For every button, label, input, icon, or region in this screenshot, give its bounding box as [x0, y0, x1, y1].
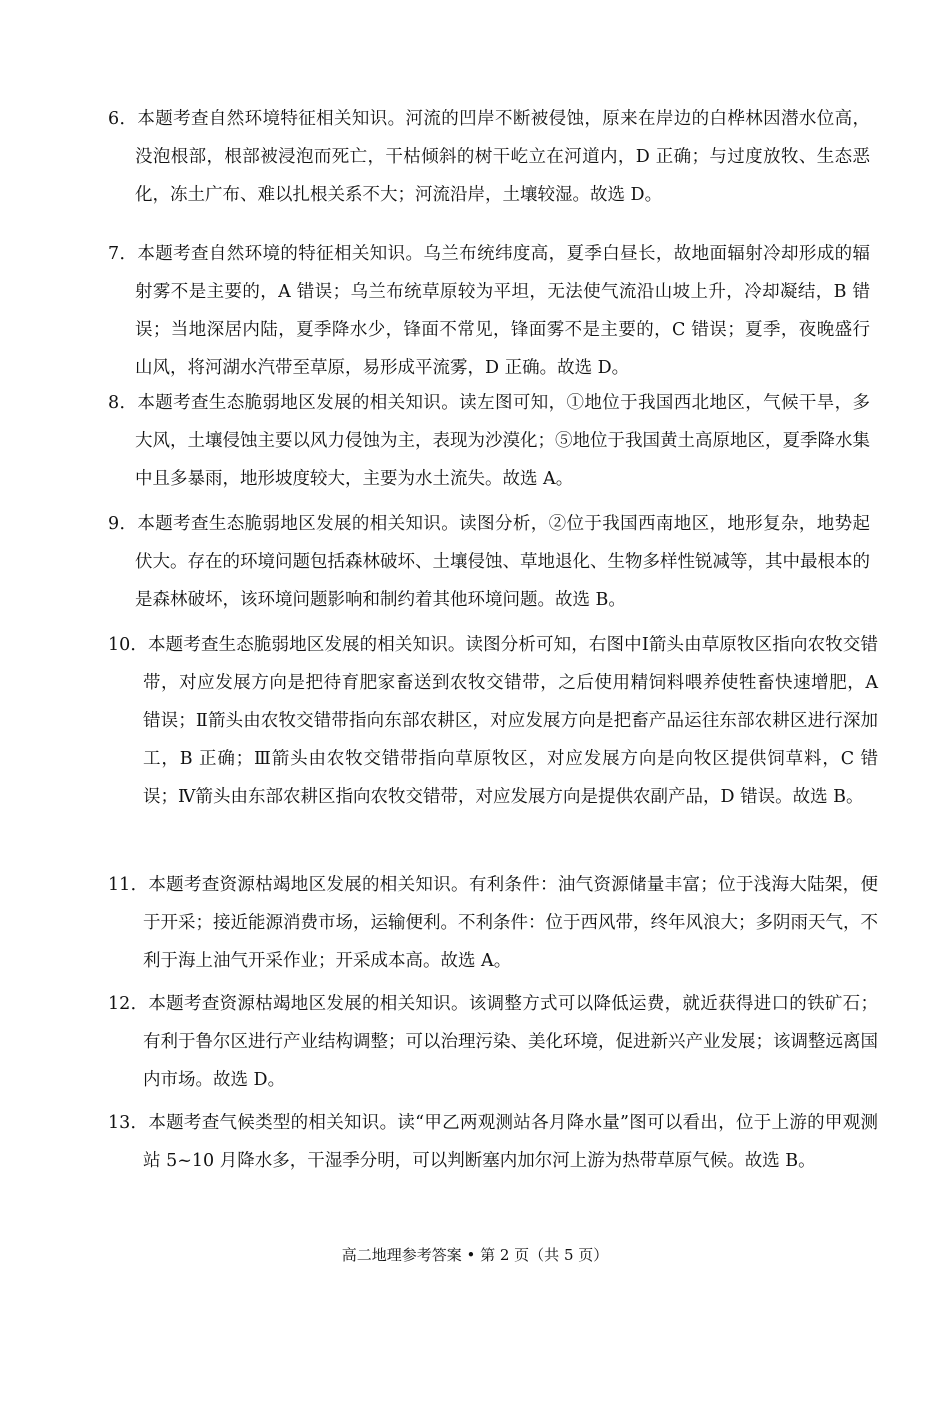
answer-text: 本题考查生态脆弱地区发展的相关知识。读图分析，②位于我国西南地区，地形复杂，地势起伏大。存在的环境问题包括森林破坏、土壤侵蚀、草地退化、生物多样性锐减等，其中最根本的是森林破坏，该环境问题影响和制约着其他环境问题。故选 B。 [135, 514, 870, 610]
answer-text: 本题考查自然环境的特征相关知识。乌兰布统纬度高，夏季白昼长，故地面辐射冷却形成的辐射雾不是主要的，A 错误；乌兰布统草原较为平坦，无法使气流沿山坡上升，冷却凝结，B 错误；当地深居内陆，夏季降水少，锋面不常见，锋面雾不是主要的，C 错误；夏季，夜晚盛行山风，将河湖水汽带至草原，易形成平流雾，D 正确。故选 D。 [135, 244, 870, 378]
answer-number: 13． [108, 1113, 149, 1133]
answer-item-8 [108, 384, 870, 498]
answer-item-13 [108, 1104, 878, 1180]
answer-number: 7． [108, 244, 138, 264]
answer-item-10 [108, 626, 878, 816]
answer-text: 本题考查气候类型的相关知识。读“甲乙两观测站各月降水量”图可以看出，位于上游的甲观测站 5~10 月降水多，干湿季分明，可以判断塞内加尔河上游为热带草原气候。故选 B。 [143, 1113, 878, 1171]
answer-item-11 [108, 866, 878, 980]
answer-item-9 [108, 505, 870, 619]
answer-number: 6． [108, 109, 138, 129]
answer-text: 本题考查自然环境特征相关知识。河流的凹岸不断被侵蚀，原来在岸边的白桦林因潜水位高，没泡根部，根部被浸泡而死亡，干枯倾斜的树干屹立在河道内，D 正确；与过度放牧、生态恶化，冻土广布、难以扎根关系不大；河流沿岸，土壤较湿。故选 D。 [135, 109, 870, 205]
page-footer: 高二地理参考答案 • 第 2 页（共 5 页） [341, 1246, 609, 1264]
answer-text: 本题考查生态脆弱地区发展的相关知识。读左图可知，①地位于我国西北地区，气候干旱，多大风，土壤侵蚀主要以风力侵蚀为主，表现为沙漠化；⑤地位于我国黄土高原地区，夏季降水集中且多暴雨，地形坡度较大，主要为水土流失。故选 A。 [135, 393, 870, 489]
answer-number: 9． [108, 514, 138, 534]
answer-number: 12． [108, 994, 149, 1014]
answer-number: 11． [108, 875, 149, 895]
answer-text: 本题考查资源枯竭地区发展的相关知识。有利条件：油气资源储量丰富；位于浅海大陆架，便于开采；接近能源消费市场，运输便利。不利条件：位于西风带，终年风浪大；多阴雨天气，不利于海上油气开采作业；开采成本高。故选 A。 [143, 875, 878, 971]
answer-text: 本题考查生态脆弱地区发展的相关知识。读图分析可知，右图中Ⅰ箭头由草原牧区指向农牧交错带，对应发展方向是把待育肥家畜送到农牧交错带，之后使用精饲料喂养使牲畜快速增肥，A 错误；Ⅱ箭头由农牧交错带指向东部农耕区，对应发展方向是把畜产品运往东部农耕区进行深加工，B 正确；Ⅲ箭头由农牧交错带指向草原牧区，对应发展方向是向牧区提供饲草料，C 错误；Ⅳ箭头由东部农耕区指向农牧交错带，对应发展方向是提供农副产品，D 错误。故选 B。 [143, 635, 878, 807]
answer-number: 10． [108, 635, 149, 655]
answer-text: 本题考查资源枯竭地区发展的相关知识。该调整方式可以降低运费，就近获得进口的铁矿石；有利于鲁尔区进行产业结构调整；可以治理污染、美化环境，促进新兴产业发展；该调整远离国内市场。故选 D。 [143, 994, 878, 1090]
answer-item-7 [108, 235, 870, 387]
answer-number: 8． [108, 393, 138, 413]
answer-item-12 [108, 985, 878, 1099]
answer-item-6 [108, 100, 870, 214]
